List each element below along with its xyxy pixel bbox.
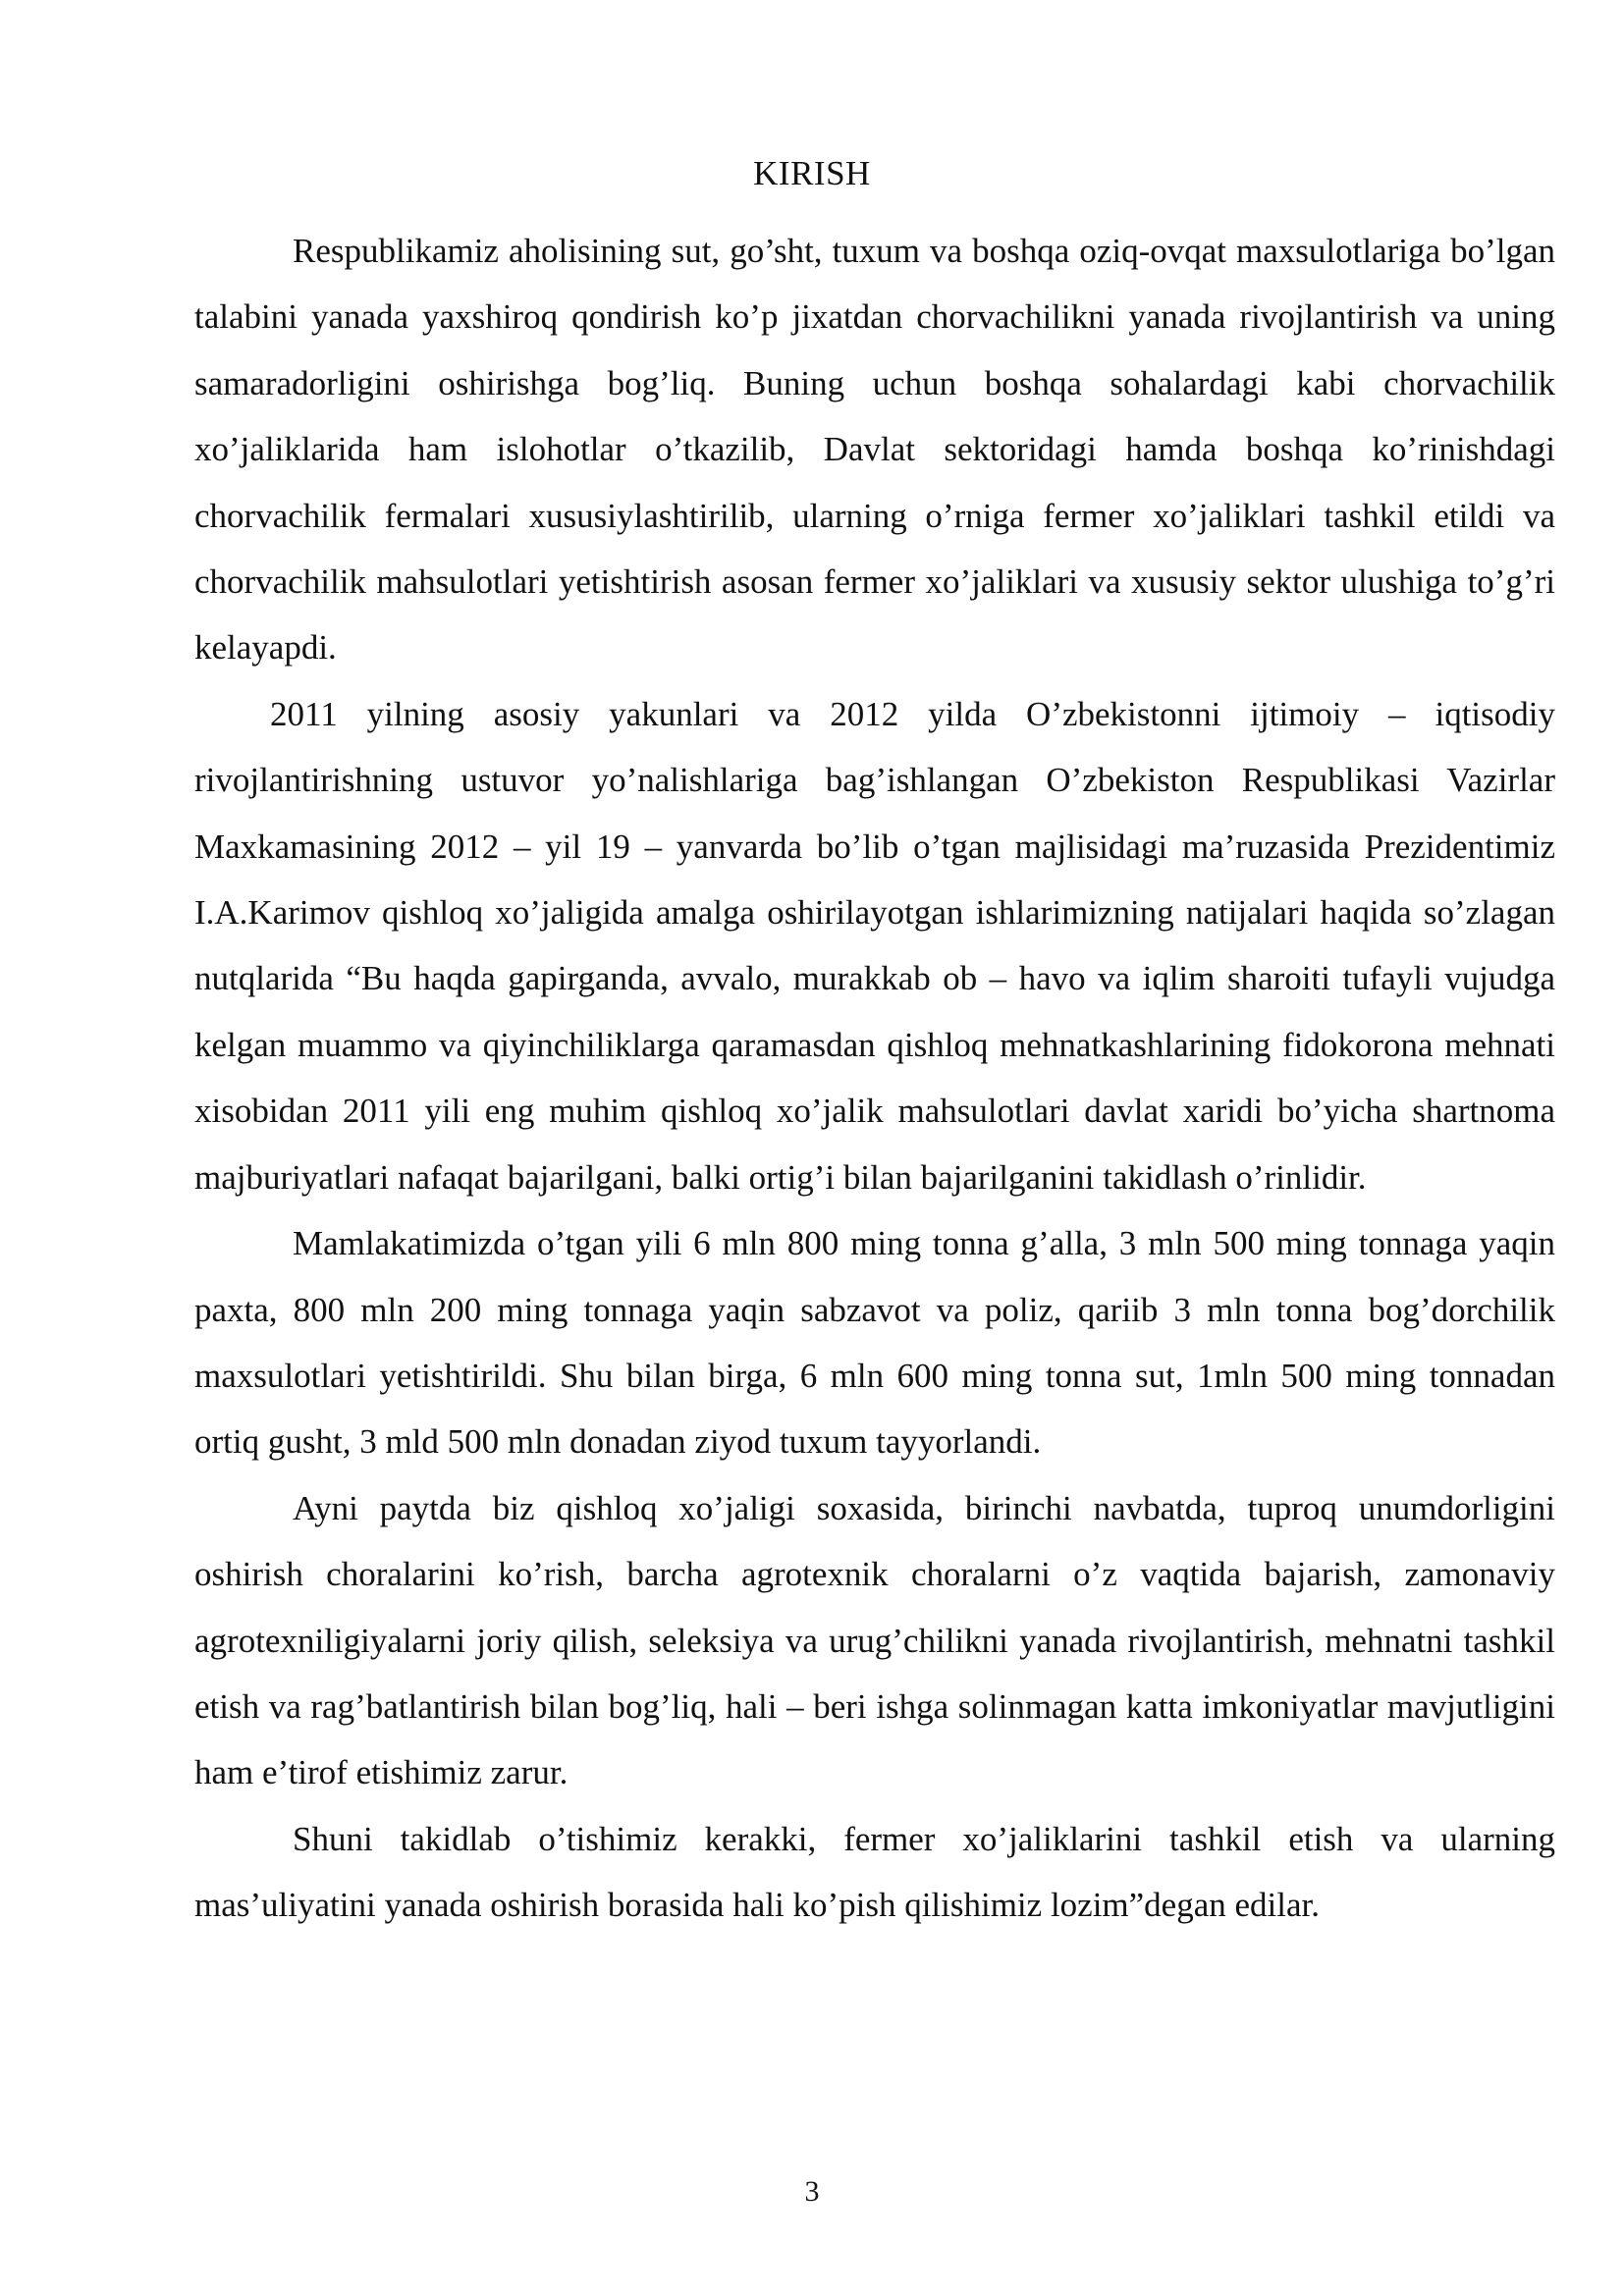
paragraph: Mamlakatimizda o’tgan yili 6 mln 800 ming tonna g’alla, 3 mln 500 ming tonnaga yaqin paxta, 800 mln 200 ming tonnaga yaqin sabzavot va poliz, qariib 3 mln tonna bog’dorchilik maxsulotlari yetishtirildi. Shu bilan birga, 6 mln 600 ming tonna sut, 1mln 500 ming tonnadan ortiq gusht, 3 mld 500 mln donadan ziyod tuxum tayyorlandi. <box>194 1224 1555 1462</box>
body-text <box>194 218 1555 1939</box>
paragraph: Shuni takidlab o’tishimiz kerakki, fermer xo’jaliklarini tashkil etish va ularning mas’uliyatini yanada oshirish borasida hali ko’pish qilishimiz lozim”degan edilar. <box>194 1819 1555 1925</box>
paragraph: Respublikamiz aholisining sut, go’sht, tuxum va boshqa oziq-ovqat maxsulotlariga bo’lgan talabini yanada yaxshiroq qondirish ko’p jixatdan chorvachilikni yanada rivojlantirish va uning samaradorligini oshirishga bog’liq. Buning uchun boshqa sohalardagi kabi chorvachilik xo’jaliklarida ham islohotlar o’tkazilib, Davlat sektoridagi hamda boshqa ko’rinishdagi chorvachilik fermalari xususiylashtirilib, ularning o’rniga fermer xo’jaliklari tashkil etildi va chorvachilik mahsulotlari yetishtirish asosan fermer xo’jaliklari va xususiy sektor ulushiga to’g’ri kelayapdi. <box>194 232 1555 667</box>
paragraph: 2011 yilning asosiy yakunlari va 2012 yilda O’zbekistonni ijtimoiy – iqtisodiy rivojlantirishning ustuvor yo’nalishlariga bag’ishlangan O’zbekiston Respublikasi Vazirlar Maxkamasining 2012 – yil 19 – yanvarda bo’lib o’tgan majlisidagi ma’ruzasida Prezidentimiz I.A.Karimov qishloq xo’jaligida amalga oshirilayotgan ishlarimizning natijalari haqida so’zlagan nutqlarida “Bu haqda gapirganda, avvalo, murakkab ob – havo va iqlim sharoiti tufayli vujudga kelgan muammo va qiyinchiliklarga qaramasdan qishloq mehnatkashlarining fidokorona mehnati xisobidan 2011 yili eng muhim qishloq xo’jalik mahsulotlari davlat xaridi bo’yicha shartnoma majburiyatlari nafaqat bajarilgani, balki ortig’i bilan bajarilganini takidlash o’rinlidir. <box>194 694 1555 1197</box>
page-number: 3 <box>804 2175 820 2208</box>
paragraph: Ayni paytda biz qishloq xo’jaligi soxasida, birinchi navbatda, tuproq unumdorligini oshirish choralarini ko’rish, barcha agrotexnik choralarni o’z vaqtida bajarish, zamonaviy agrotexniligiyalarni joriy qilish, seleksiya va urug’chilikni yanada rivojlantirish, mehnatni tashkil etish va rag’batlantirish bilan bog’liq, hali – beri ishga solinmagan katta imkoniyatlar mavjutligini ham e’tirof etishimiz zarur. <box>194 1488 1555 1792</box>
section-heading: KIRISH <box>753 154 871 192</box>
